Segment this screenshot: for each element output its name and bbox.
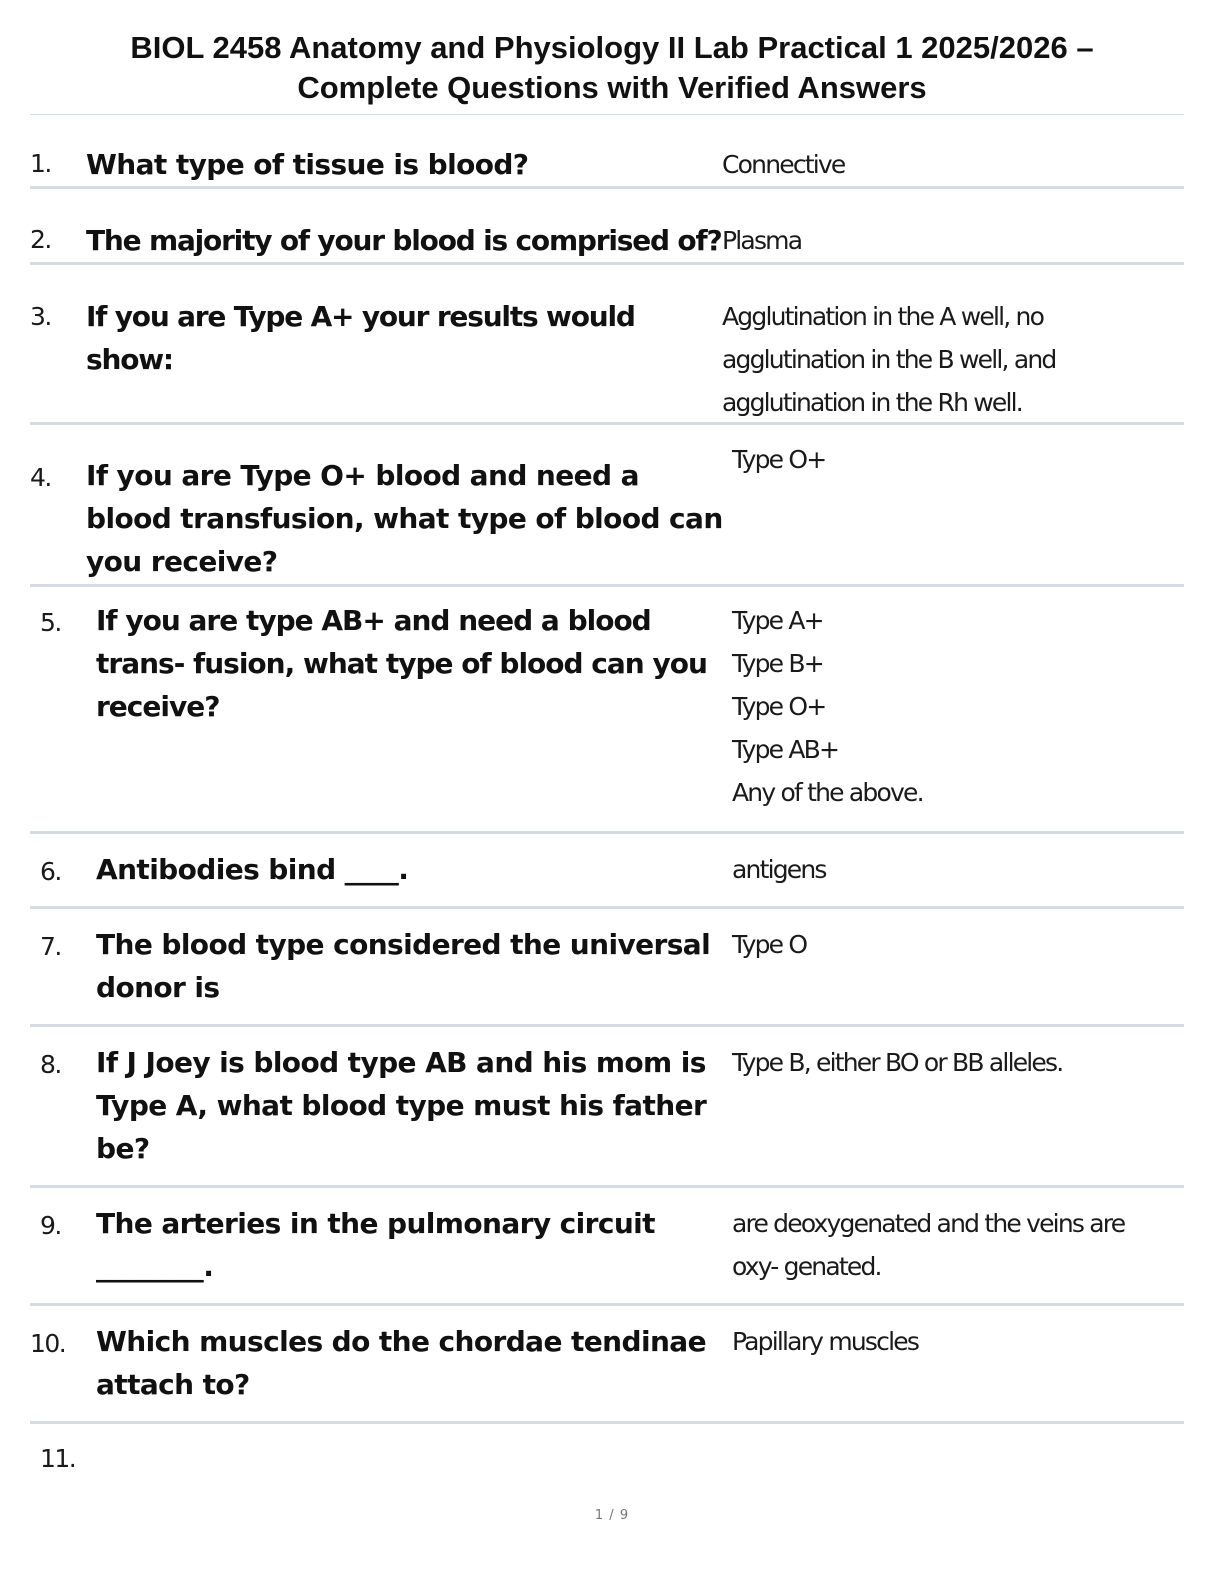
answer-text: Agglutination in the A well, no agglutination in the B well, and agglutination in the Rh well. — [722, 302, 1056, 417]
qa-row-2 — [30, 189, 1184, 265]
answer-text: Type A+ Type B+ Type O+ Type AB+ Any of the above. — [732, 606, 923, 807]
question-number: 10. — [30, 1329, 66, 1358]
answer-text: Connective — [722, 150, 845, 179]
answer-text: Type B, either BO or BB alleles. — [732, 1048, 1063, 1077]
qa-row-4 — [30, 425, 1184, 587]
question-text: If J Joey is blood type AB and his mom is Type A, what blood type must his father be? — [96, 1046, 707, 1165]
question-list — [30, 115, 1184, 1494]
question-number: 11. — [40, 1444, 76, 1473]
qa-row-1 — [30, 115, 1184, 189]
question-text: Antibodies bind ____. — [96, 853, 409, 886]
qa-row-7 — [30, 909, 1184, 1027]
qa-row-9 — [30, 1188, 1184, 1306]
qa-row-6 — [30, 834, 1184, 909]
qa-row-5 — [30, 587, 1184, 834]
question-text: Which muscles do the chordae tendinae attach to? — [96, 1325, 706, 1401]
question-number: 2. — [30, 225, 51, 254]
title-line-1: BIOL 2458 Anatomy and Physiology II Lab Practical 1 2025/2026 – — [130, 30, 1094, 65]
question-text: If you are Type A+ your results would show: — [86, 300, 635, 376]
qa-row-11 — [30, 1424, 1184, 1494]
question-number: 6. — [40, 857, 61, 886]
question-number: 9. — [40, 1211, 61, 1240]
question-number: 3. — [30, 302, 51, 331]
question-text: What type of tissue is blood? — [86, 148, 529, 181]
qa-row-10 — [30, 1306, 1184, 1424]
question-text: The majority of your blood is comprised of? — [86, 224, 722, 257]
qa-row-3 — [30, 265, 1184, 425]
question-text: If you are type AB+ and need a blood trans- fusion, what type of blood can you receive? — [96, 604, 707, 723]
question-text: If you are Type O+ blood and need a blood transfusion, what type of blood can you receive? — [86, 459, 723, 578]
answer-text: are deoxygenated and the veins are oxy- genated. — [732, 1209, 1125, 1281]
question-number: 1. — [30, 149, 51, 178]
answer-text: antigens — [732, 855, 826, 884]
question-text: The blood type considered the universal donor is — [96, 928, 711, 1004]
document-title — [30, 28, 1194, 108]
answer-text: Plasma — [722, 226, 802, 255]
question-number: 7. — [40, 932, 61, 961]
answer-text: Type O — [732, 930, 807, 959]
qa-row-8 — [30, 1027, 1184, 1188]
answer-text: Papillary muscles — [732, 1327, 919, 1356]
title-line-2: Complete Questions with Verified Answers — [297, 70, 927, 105]
page-indicator: 1 / 9 — [594, 1508, 630, 1523]
question-number: 4. — [30, 463, 51, 492]
question-number: 5. — [40, 608, 61, 637]
question-number: 8. — [40, 1050, 61, 1079]
answer-text: Type O+ — [732, 445, 826, 474]
question-text: The arteries in the pulmonary circuit ________. — [96, 1207, 655, 1283]
